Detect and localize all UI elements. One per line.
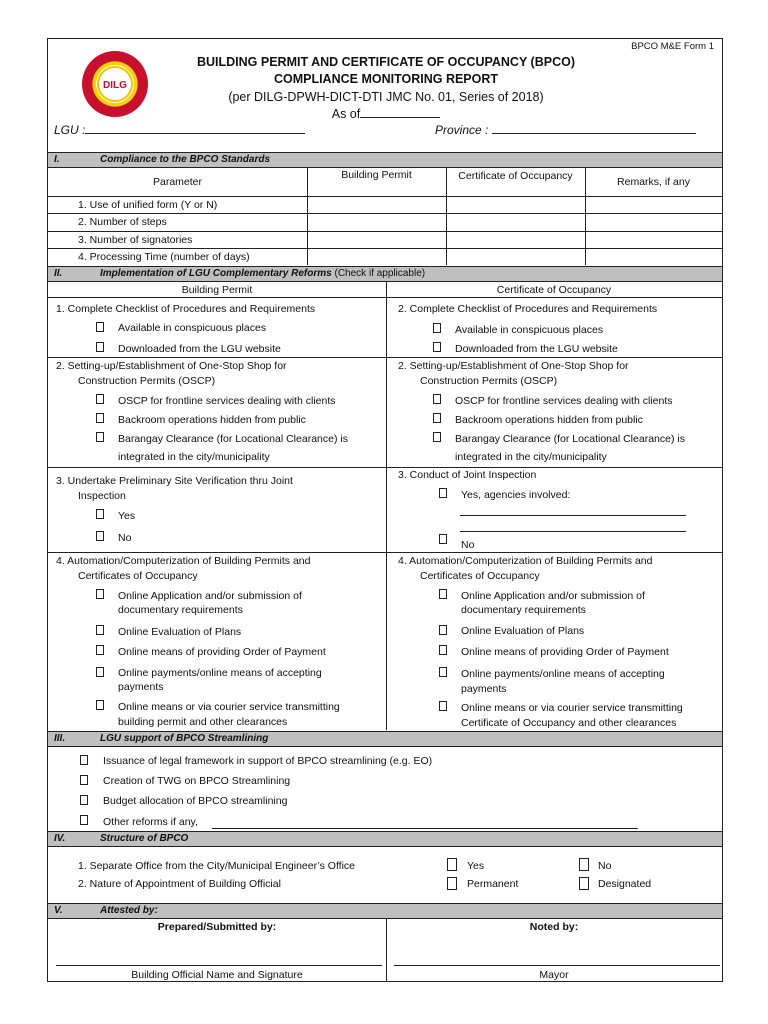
right-item-4a: 4. Automation/Computerization of Building Permits and — [398, 555, 653, 567]
right-1a: Available in conspicuous places — [455, 324, 604, 336]
left-1a: Available in conspicuous places — [118, 322, 267, 334]
left-item-2a: 2. Setting-up/Establishment of One-Stop Shop for — [56, 360, 287, 372]
sig-left-label: Building Official Name and Signature — [131, 969, 303, 981]
checkbox[interactable] — [96, 322, 104, 332]
checkbox[interactable] — [96, 700, 104, 710]
checkbox[interactable] — [96, 432, 104, 442]
sec2-col-co: Certificate of Occupancy — [496, 284, 612, 296]
right-4e2: Certificate of Occupancy and other clearances — [461, 717, 677, 729]
section-3-title: LGU support of BPCO Streamlining — [100, 733, 269, 744]
as-of-line — [48, 105, 724, 121]
left-item-1: 1. Complete Checklist of Procedures and Requirements — [56, 303, 316, 315]
right-4c: Online means of providing Order of Payment — [461, 646, 669, 658]
sec4-designated: Designated — [598, 878, 652, 890]
as-of-label: As of — [331, 107, 361, 121]
checkbox[interactable] — [439, 625, 447, 635]
checkbox[interactable] — [439, 534, 447, 544]
form-code: BPCO M&E Form 1 — [631, 41, 714, 52]
lgu-field[interactable] — [85, 121, 305, 134]
left-item-4b: Certificates of Occupancy — [78, 570, 198, 582]
agencies-line-2[interactable] — [460, 531, 686, 532]
right-item-2b: Construction Permits (OSCP) — [420, 375, 558, 387]
checkbox[interactable] — [439, 667, 447, 677]
right-4b: Online Evaluation of Plans — [461, 625, 585, 637]
section-5-title: Attested by: — [100, 905, 158, 916]
section-2-num: II. — [54, 268, 63, 279]
other-reforms-line[interactable] — [212, 828, 638, 829]
right-2c: Barangay Clearance (for Locational Clearance) is — [455, 433, 685, 445]
section-4-header — [48, 831, 722, 847]
checkbox[interactable] — [96, 625, 104, 635]
left-4e1: Online means or via courier service transmitting — [118, 701, 340, 713]
checkbox[interactable] — [439, 701, 447, 711]
checkbox[interactable] — [433, 432, 441, 442]
right-2d: integrated in the city/municipality — [455, 451, 607, 463]
col-certificate: Certificate of Occupancy — [458, 170, 573, 182]
checkbox[interactable] — [433, 323, 441, 333]
sec3-item-2: Creation of TWG on BPCO Streamlining — [103, 775, 291, 787]
checkbox[interactable] — [439, 488, 447, 498]
checkbox[interactable] — [80, 795, 88, 805]
right-item-1: 2. Complete Checklist of Procedures and Requirements — [398, 303, 658, 315]
checkbox[interactable] — [433, 394, 441, 404]
left-3-no: No — [118, 532, 132, 544]
param-row-3: 3. Number of signatories — [78, 234, 193, 246]
right-item-4b: Certificates of Occupancy — [420, 570, 540, 582]
section-5-num: V. — [54, 905, 63, 916]
checkbox[interactable] — [439, 645, 447, 655]
left-2c: Barangay Clearance (for Locational Clearance) is — [118, 433, 348, 445]
sec3-item-4: Other reforms if any, — [103, 816, 198, 828]
sec2-col-bp: Building Permit — [181, 284, 253, 296]
title-line-2: COMPLIANCE MONITORING REPORT — [273, 72, 499, 86]
right-item-3: 3. Conduct of Joint Inspection — [398, 469, 537, 481]
checkbox[interactable] — [96, 667, 104, 677]
section-3-header — [48, 731, 722, 747]
title-line-3: (per DILG-DPWH-DICT-DTI JMC No. 01, Series of 2018) — [228, 90, 544, 104]
right-2b: Backroom operations hidden from public — [455, 414, 643, 426]
checkbox[interactable] — [96, 394, 104, 404]
checkbox[interactable] — [96, 413, 104, 423]
sec3-item-3: Budget allocation of BPCO streamlining — [103, 795, 288, 807]
right-3-yes: Yes, agencies involved: — [461, 489, 571, 501]
lgu-label: LGU : — [54, 123, 86, 137]
right-1b: Downloaded from the LGU website — [455, 343, 618, 355]
right-item-2a: 2. Setting-up/Establishment of One-Stop Shop for — [398, 360, 629, 372]
right-4a1: Online Application and/or submission of — [461, 590, 645, 602]
left-2a: OSCP for frontline services dealing with clients — [118, 395, 336, 407]
lgu-line — [54, 121, 305, 137]
left-4e2: building permit and other clearances — [118, 716, 288, 728]
agencies-line-1[interactable] — [460, 515, 686, 516]
left-4a2: documentary requirements — [118, 604, 243, 616]
checkbox[interactable] — [579, 877, 589, 890]
as-of-field[interactable] — [360, 105, 440, 118]
section-1-header — [48, 152, 722, 168]
col-parameter: Parameter — [152, 176, 203, 188]
left-4d1: Online payments/online means of accepting — [118, 667, 322, 679]
section-1-num: I. — [54, 154, 60, 165]
param-row-1: 1. Use of unified form (Y or N) — [78, 199, 218, 211]
checkbox[interactable] — [433, 342, 441, 352]
sec4-q2: 2. Nature of Appointment of Building Official — [78, 878, 281, 890]
sig-right-label: Mayor — [539, 969, 569, 981]
section-4-num: IV. — [54, 833, 66, 844]
left-item-3b: Inspection — [78, 490, 126, 502]
left-4b: Online Evaluation of Plans — [118, 626, 242, 638]
right-2a: OSCP for frontline services dealing with clients — [455, 395, 673, 407]
sec4-permanent: Permanent — [467, 878, 519, 890]
logo-text: DILG — [103, 80, 127, 91]
right-4d1: Online payments/online means of accepting — [461, 668, 665, 680]
checkbox[interactable] — [579, 858, 589, 871]
checkbox[interactable] — [439, 589, 447, 599]
checkbox[interactable] — [96, 531, 104, 541]
section-3-num: III. — [54, 733, 66, 744]
left-3-yes: Yes — [118, 510, 136, 522]
right-3-no: No — [461, 539, 475, 551]
section-4-title: Structure of BPCO — [100, 833, 189, 844]
sec3-item-1: Issuance of legal framework in support of BPCO streamlining (e.g. EO) — [103, 755, 433, 767]
checkbox[interactable] — [447, 877, 457, 890]
signature-line-right[interactable] — [394, 965, 720, 966]
sec4-yes: Yes — [467, 860, 485, 872]
param-row-4: 4. Processing Time (number of days) — [78, 251, 250, 263]
left-1b: Downloaded from the LGU website — [118, 343, 281, 355]
col-building-permit: Building Permit — [341, 169, 412, 181]
left-2b: Backroom operations hidden from public — [118, 414, 306, 426]
right-4a2: documentary requirements — [461, 604, 586, 616]
section-5-header — [48, 903, 722, 919]
left-2d: integrated in the city/municipality — [118, 451, 270, 463]
prepared-by-label: Prepared/Submitted by: — [157, 921, 277, 933]
checkbox[interactable] — [80, 755, 88, 765]
form-frame — [47, 38, 723, 982]
right-4e1: Online means or via courier service transmitting — [461, 702, 683, 714]
checkbox[interactable] — [433, 413, 441, 423]
checkbox[interactable] — [447, 858, 457, 871]
checkbox[interactable] — [80, 815, 88, 825]
checkbox[interactable] — [96, 589, 104, 599]
section-1-title: Compliance to the BPCO Standards — [100, 154, 271, 165]
signature-line-left[interactable] — [56, 965, 382, 966]
param-row-2: 2. Number of steps — [78, 216, 167, 228]
section-2-title: Implementation of LGU Complementary Reforms — [100, 268, 332, 279]
checkbox[interactable] — [96, 645, 104, 655]
col-remarks: Remarks, if any — [617, 176, 690, 188]
left-item-3a: 3. Undertake Preliminary Site Verification thru Joint — [56, 475, 293, 487]
section-2-header — [48, 266, 722, 282]
province-field[interactable] — [492, 121, 696, 134]
checkbox[interactable] — [80, 775, 88, 785]
sec4-q1: 1. Separate Office from the City/Municipal Engineer’s Office — [78, 860, 356, 872]
checkbox[interactable] — [96, 342, 104, 352]
section-2-note: (Check if applicable) — [334, 268, 426, 279]
province-label: Province : — [435, 123, 489, 137]
noted-by-label: Noted by: — [529, 921, 579, 933]
left-4a1: Online Application and/or submission of — [118, 590, 302, 602]
sec4-no: No — [598, 860, 612, 872]
right-4d2: payments — [461, 683, 507, 695]
left-4c: Online means of providing Order of Payment — [118, 646, 326, 658]
left-item-2b: Construction Permits (OSCP) — [78, 375, 216, 387]
left-item-4a: 4. Automation/Computerization of Building Permits and — [56, 555, 311, 567]
province-line — [435, 121, 696, 137]
left-4d2: payments — [118, 681, 164, 693]
title-line-1: BUILDING PERMIT AND CERTIFICATE OF OCCUPANCY (BPCO) — [196, 55, 575, 69]
checkbox[interactable] — [96, 509, 104, 519]
